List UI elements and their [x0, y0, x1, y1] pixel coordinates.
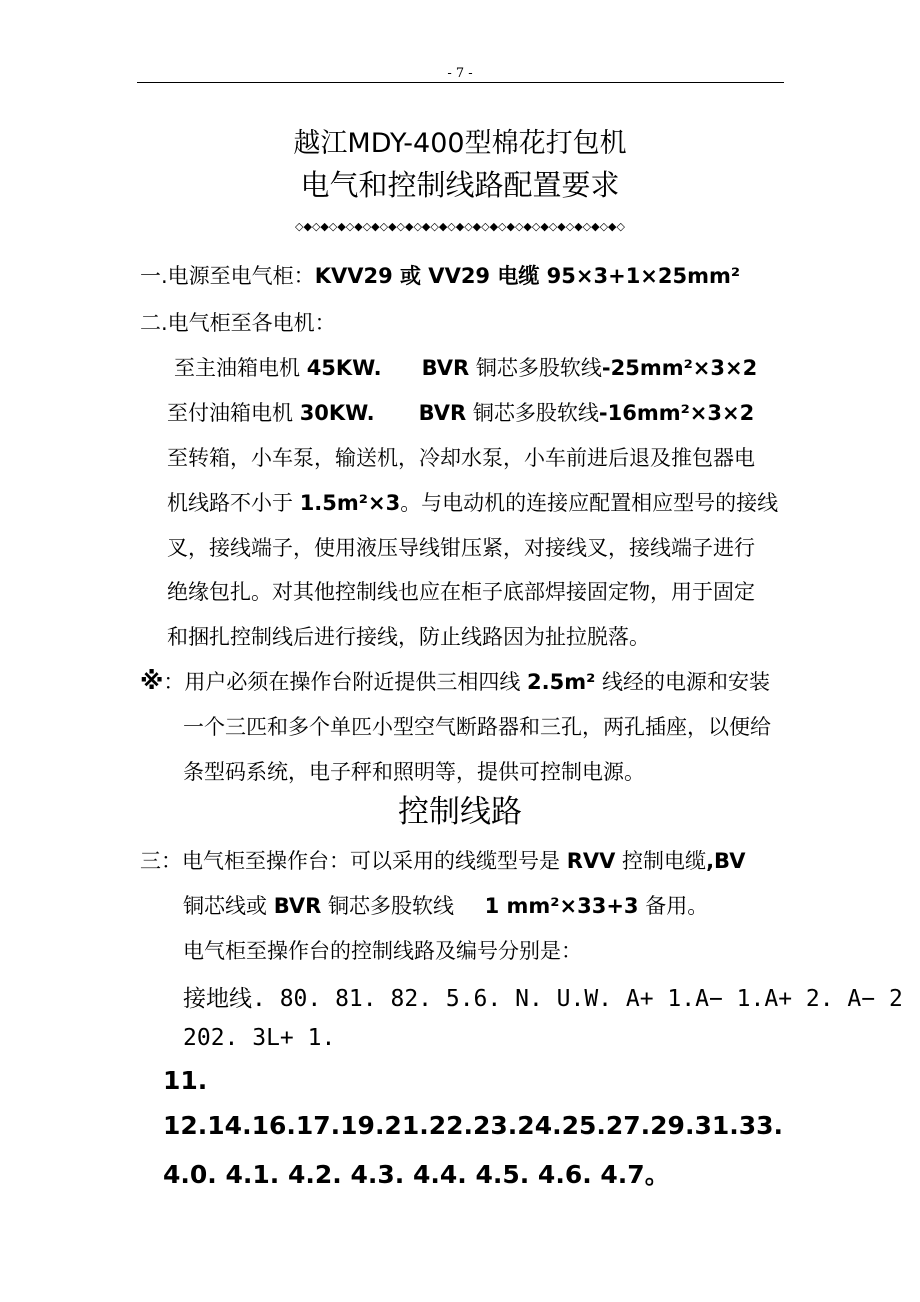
- item3-line7: 12.14.16.17.19.21.22.23.24.25.27.29.31.33.: [163, 1111, 784, 1140]
- page-number: - 7 -: [447, 66, 473, 81]
- item3-line6: 11.: [163, 1066, 208, 1095]
- item2-para-line4: 绝缘包扎。对其他控制线也应在柜子底部焊接固定物，用于固定: [167, 580, 755, 604]
- item2-para-line2: [167, 487, 778, 517]
- main-motor-cable-desc: 铜芯多股软线: [469, 356, 602, 380]
- item3-line2-c: 铜芯多股软线: [321, 894, 461, 918]
- item2-para-line5: 和捆扎控制线后进行接线，防止线路因为扯拉脱落。: [167, 625, 650, 649]
- note-line3: 条型码系统，电子秤和照明等，提供可控制电源。: [183, 760, 645, 784]
- item3-line2: [183, 890, 708, 920]
- item3-line3: 电气柜至操作台的控制线路及编号分别是：: [183, 939, 582, 963]
- item3-line8: 4.0. 4.1. 4.2. 4.3. 4.4. 4.5. 4.6. 4.7。: [163, 1160, 670, 1189]
- document-subtitle: 电气和控制线路配置要求: [300, 168, 620, 202]
- item2-label: 二.电气柜至各电机：: [140, 311, 336, 335]
- item3-line1: [140, 845, 745, 875]
- item2-para-line3: 叉，接线端子，使用液压导线钳压紧，对接线叉，接线端子进行: [167, 536, 755, 560]
- aux-motor-spec: -16mm²×3×2: [598, 401, 755, 425]
- item1-spec: KVV29 或 VV29 电缆 95×3+1×25mm²: [314, 264, 741, 288]
- aux-motor-cable-desc: 铜芯多股软线: [466, 401, 599, 425]
- header-rule: [137, 82, 784, 83]
- main-motor-text: 至主油箱电机: [174, 356, 307, 380]
- item3-rvv: RVV: [566, 849, 616, 873]
- note-text-c: 线经的电源和安装: [595, 670, 770, 694]
- item3-text-c: 控制电缆: [615, 849, 707, 873]
- ornament-divider: ◇◆◇◆◇◆◇◆◇◆◇◆◇◆◇◆◇◆◇◆◇◆◇◆◇◆◇◆◇◆◇◆◇◆◇◆◇◆◇: [295, 220, 625, 233]
- item3-line2-e: 备用。: [638, 894, 709, 918]
- item2-para-spec: 1.5m²×3: [299, 491, 401, 515]
- aux-motor-text: 至付油箱电机: [167, 401, 300, 425]
- main-motor-line: [174, 352, 757, 382]
- item3-line4: 接地线. 80. 81. 82. 5.6. N. U.W. A+ 1.A− 1.A+ 2. A− 2: [183, 986, 903, 1012]
- main-motor-cable: BVR: [421, 356, 470, 380]
- note-spec: 2.5m²: [527, 670, 596, 694]
- section-title: 控制线路: [398, 794, 522, 830]
- note-line1: [140, 666, 770, 696]
- note-text-a: ：用户必须在操作台附近提供三相四线: [163, 670, 528, 694]
- item2-para-text: 机线路不小于: [167, 491, 300, 515]
- item2-para-line1: 至转箱，小车泵，输送机，冷却水泵，小车前进后退及推包器电: [167, 446, 755, 470]
- item3-spec: 1 mm²×33+3: [484, 894, 639, 918]
- item3-bvr: BVR: [273, 894, 322, 918]
- item2-para-text-cont: 。与电动机的连接应配置相应型号的接线: [400, 491, 779, 515]
- aux-motor-power: 30KW.: [299, 401, 375, 425]
- item3-text-a: 三：电气柜至操作台：可以采用的线缆型号是: [140, 849, 567, 873]
- main-motor-spec: -25mm²×3×2: [601, 356, 758, 380]
- item1-line: [140, 260, 740, 290]
- item3-line5: 202. 3L+ 1.: [183, 1025, 336, 1051]
- item3-bv: ,BV: [706, 849, 746, 873]
- item3-line2-a: 铜芯线或: [183, 894, 274, 918]
- main-motor-power: 45KW.: [306, 356, 382, 380]
- note-line2: 一个三匹和多个单匹小型空气断路器和三孔，两孔插座，以便给: [183, 715, 771, 739]
- note-mark: ※: [140, 667, 164, 695]
- item1-label: 一.电源至电气柜：: [140, 264, 315, 288]
- aux-motor-cable: BVR: [418, 401, 467, 425]
- document-title: 越江MDY-400型棉花打包机: [293, 128, 627, 159]
- aux-motor-line: [167, 397, 754, 427]
